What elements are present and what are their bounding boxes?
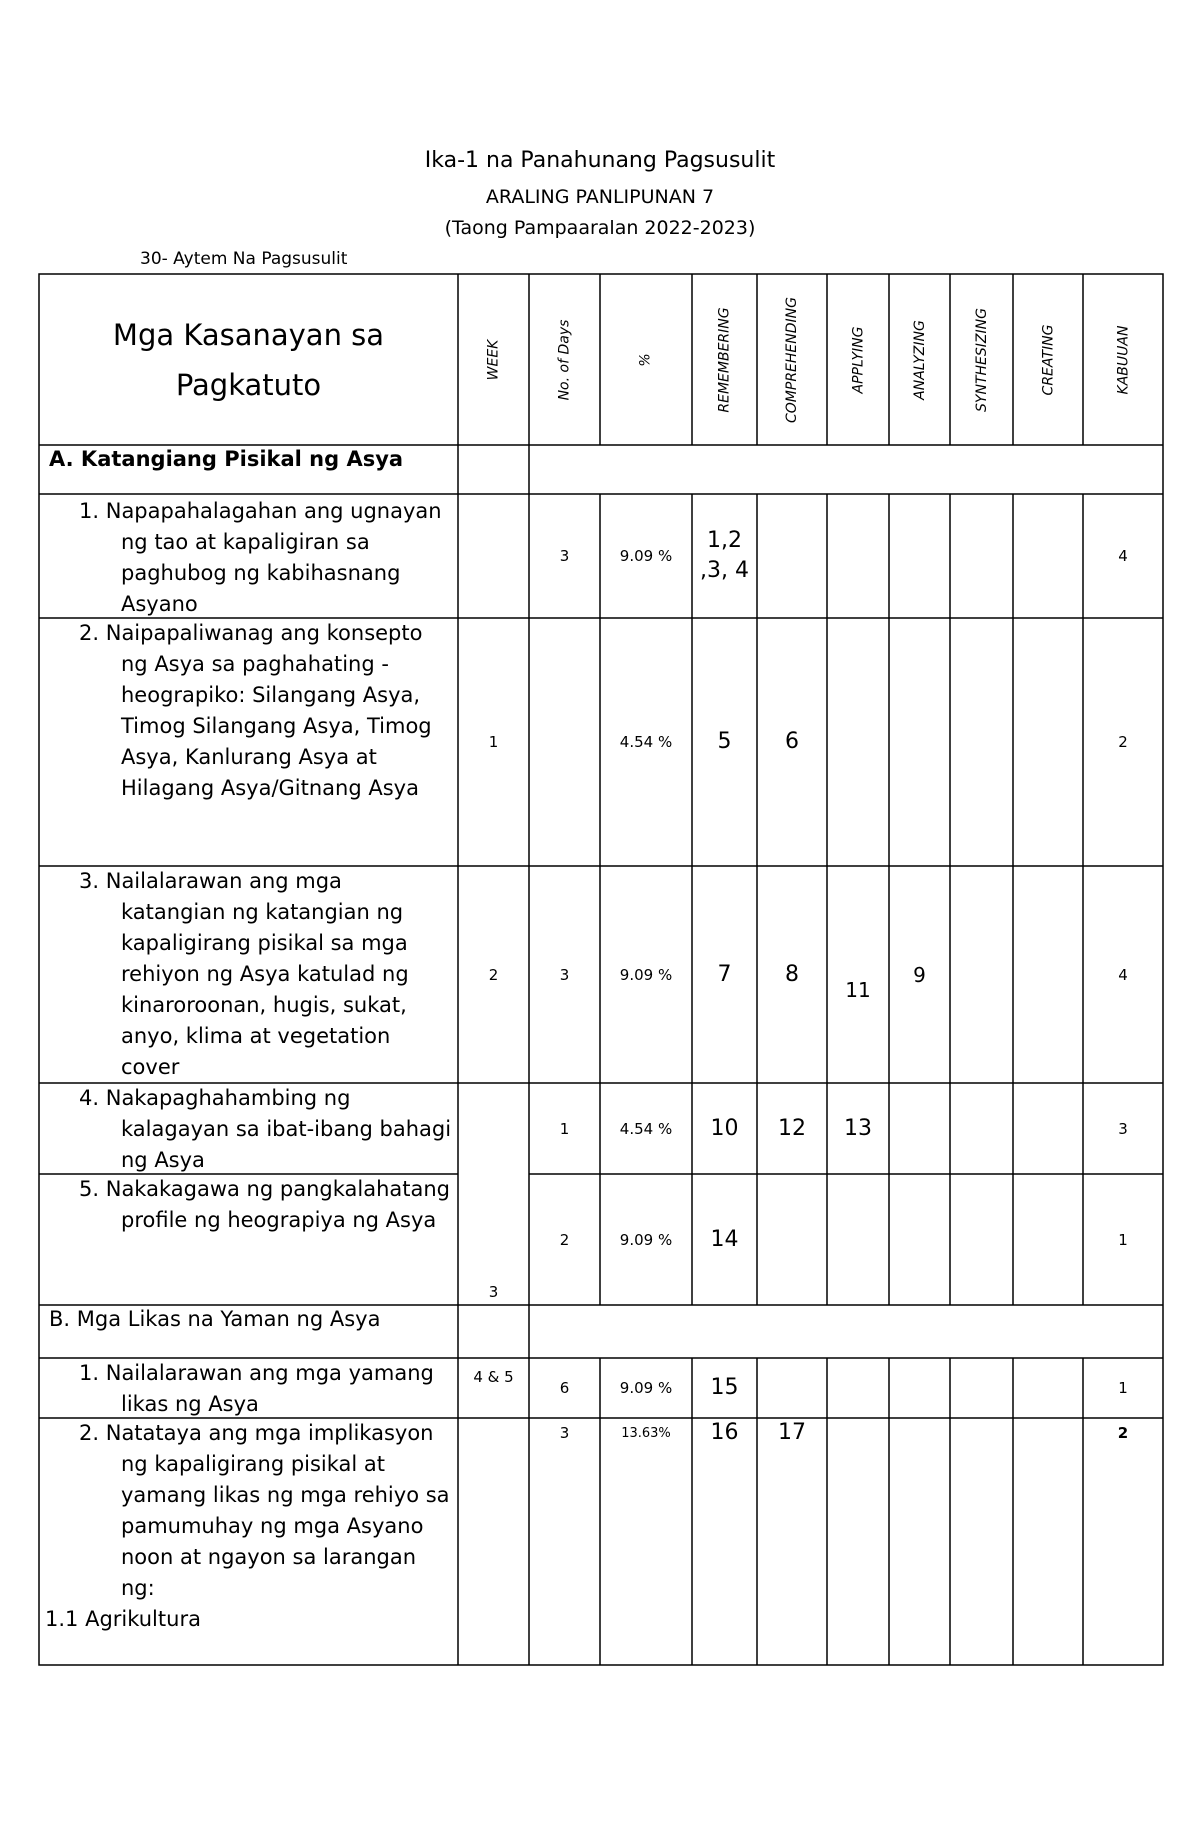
- days-row-b2: 3: [559, 1424, 570, 1442]
- comprehending-row-b2: 17: [778, 1420, 806, 1445]
- total-row-2: 2: [1118, 733, 1128, 751]
- pct-row-4: 4.54 %: [619, 1119, 673, 1138]
- competency-row-4: 4. Nakapaghahambing ng kalagayan sa ibat-ibang bahagi ng Asya: [79, 1086, 452, 1172]
- total-row-5: 1: [1118, 1230, 1128, 1249]
- remembering-row-b1: 15: [710, 1375, 739, 1400]
- pct-row-2: 4.54 %: [619, 733, 673, 751]
- total-row-b2: 2: [1117, 1424, 1129, 1442]
- col-remembering: REMEMBERING: [716, 306, 733, 413]
- analyzing-row-3: 9: [913, 962, 926, 987]
- col-percent: %: [638, 352, 654, 367]
- days-row-5: 2: [559, 1230, 570, 1249]
- days-row-4: 1: [559, 1119, 570, 1138]
- col-week: WEEK: [485, 339, 502, 380]
- days-row-3: 3: [559, 965, 570, 984]
- days-row-1: 3: [559, 547, 570, 565]
- week-3: 3: [488, 1282, 499, 1301]
- week-4-5: 4 & 5: [473, 1368, 514, 1386]
- section-a-heading: A. Katangiang Pisikal ng Asya: [49, 447, 404, 471]
- remembering-row-b2: 16: [710, 1420, 739, 1445]
- col-applying: APPLYING: [850, 326, 866, 393]
- competency-row-1: 1. Napapahalagahan ang ugnayan ng tao at kapaligiran sa paghubog ng kabihasnang Asyano: [79, 499, 442, 616]
- col-days: No. of Days: [556, 319, 573, 400]
- col-analyzing: ANALYZING: [911, 319, 928, 400]
- items-note: 30- Aytem Na Pagsusulit: [140, 249, 348, 269]
- sub-item: 1.1 Agrikultura: [45, 1607, 201, 1631]
- total-row-b1: 1: [1118, 1379, 1128, 1397]
- competency-row-b2: 2. Natataya ang mga implikasyon ng kapaligirang pisikal at yamang likas ng mga rehiyo sa pamumuhay ng mga Asyano noon at ngayon sa larangan ng: 1.1 Agrikultura: [39, 1418, 458, 1665]
- page-title: Ika-1 na Panahunang Pagsusulit: [424, 148, 776, 173]
- applying-row-3: 11: [845, 977, 871, 1002]
- col-kabuuan: KABUUAN: [1115, 325, 1131, 394]
- col-comprehending: COMPREHENDING: [784, 296, 800, 423]
- remembering-row-5: 14: [710, 1226, 739, 1252]
- pct-row-3: 9.09 %: [619, 965, 673, 984]
- comprehending-row-2: 6: [785, 729, 799, 754]
- remembering-row-1: 1,2 ,3, 4: [700, 528, 749, 583]
- remembering-row-4: 10: [710, 1115, 739, 1141]
- pct-row-1: 9.09 %: [619, 547, 673, 565]
- total-row-3: 4: [1118, 965, 1128, 984]
- week-2: 2: [488, 965, 499, 984]
- comprehending-row-4: 12: [778, 1115, 806, 1141]
- col-synthesizing: SYNTHESIZING: [973, 307, 990, 412]
- total-row-1: 4: [1118, 547, 1128, 565]
- remembering-row-3: 7: [717, 961, 732, 987]
- pct-row-b2: 13.63%: [621, 1425, 671, 1441]
- competency-row-3: 3. Nailalarawan ang mga katangian ng katangian ng kapaligirang pisikal sa mga rehiyon ng Asya katulad ng kinaroroonan, hugis, sukat, anyo, klima at vegetation cover: [79, 869, 409, 1079]
- section-b-heading: B. Mga Likas na Yaman ng Asya: [49, 1307, 381, 1331]
- col-creating: CREATING: [1040, 324, 1057, 395]
- applying-row-4: 13: [844, 1115, 872, 1141]
- pct-row-5: 9.09 %: [619, 1230, 673, 1249]
- total-row-4: 3: [1118, 1119, 1128, 1138]
- pct-row-b1: 9.09 %: [619, 1379, 673, 1397]
- competency-header: Mga Kasanayan sa Pagkatuto: [112, 317, 385, 402]
- competency-row-5: 5. Nakakagawa ng pangkalahatang profile ng heograpiya ng Asya: [79, 1177, 450, 1232]
- comprehending-row-3: 8: [785, 961, 799, 987]
- remembering-row-2: 5: [717, 729, 732, 754]
- days-row-b1: 6: [559, 1379, 570, 1397]
- week-1: 1: [488, 733, 499, 751]
- competency-row-2: 2. Naipapaliwanag ang konsepto ng Asya sa paghahating - heograpiko: Silangang Asya, Timog Silangang Asya, Timog Asya, Kanlurang Asya at Hilagang Asya/Gitnang Asya: [79, 621, 432, 800]
- school-year: (Taong Pampaaralan 2022-2023): [444, 217, 756, 239]
- competency-row-b1: 1. Nailalarawan ang mga yamang likas ng Asya: [79, 1361, 434, 1416]
- subject-title: ARALING PANLIPUNAN 7: [485, 186, 715, 208]
